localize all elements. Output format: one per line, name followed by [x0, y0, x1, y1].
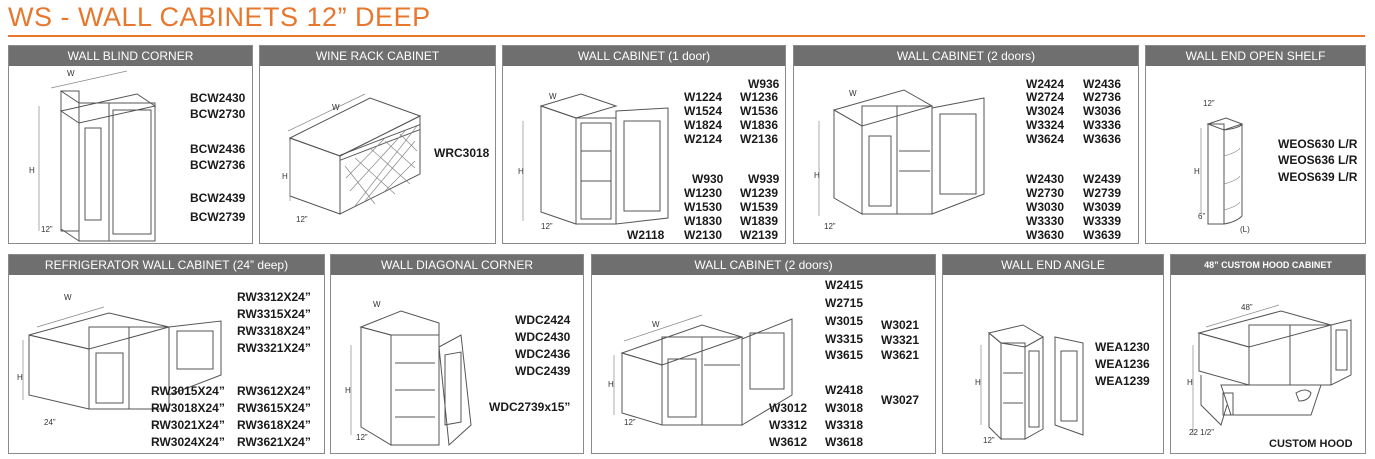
code: W3039 — [1083, 200, 1122, 214]
code: W3618 — [825, 435, 864, 449]
panel-wall-diagonal-corner — [330, 254, 584, 454]
code: W1224 — [684, 90, 723, 104]
code: WDC2424 — [515, 313, 571, 327]
code: W2736 — [1083, 90, 1122, 104]
code: WDC2430 — [515, 330, 571, 344]
panel-wall-cabinet-2-doors-bottom — [591, 254, 936, 454]
code: W2124 — [684, 132, 723, 146]
code: W3024 — [1026, 104, 1065, 118]
panel-refrigerator-wall-cabinet — [8, 254, 325, 454]
panel-title: WALL CABINET (2 doors) — [794, 46, 1138, 66]
code: RW3315X24” — [237, 307, 311, 321]
code: BCW2730 — [190, 107, 246, 121]
code: W2724 — [1026, 90, 1065, 104]
title-underline — [8, 35, 1365, 37]
page-title: WS - WALL CABINETS 12” DEEP — [8, 2, 431, 32]
code: BCW2430 — [190, 91, 246, 105]
code: W2730 — [1026, 186, 1065, 200]
panel-wall-end-angle — [942, 254, 1164, 454]
code: RW3318X24” — [237, 324, 311, 338]
wall-end-angle-drawing — [943, 275, 1093, 455]
code: W1530 — [684, 200, 723, 214]
dim-s: 6” — [1198, 212, 1206, 221]
custom-hood-drawing — [1171, 275, 1361, 453]
code: W3612 — [769, 435, 808, 449]
dim-h: H — [345, 386, 351, 395]
code: W930 — [692, 172, 724, 186]
code: RW3024X24” — [151, 435, 225, 449]
code: W3336 — [1083, 118, 1122, 132]
dim-w: W — [64, 293, 72, 302]
code: W1830 — [684, 214, 723, 228]
code: BCW2439 — [190, 191, 246, 205]
code: W1539 — [740, 200, 779, 214]
code: RW3312X24” — [237, 290, 311, 304]
dim-h: H — [1194, 167, 1200, 176]
code: RW3618X24” — [237, 418, 311, 432]
wall-blind-corner-drawing — [9, 66, 189, 242]
code: RW3015X24” — [151, 384, 225, 398]
wall-cabinet-1-door-drawing — [503, 66, 683, 242]
panel-wall-end-open-shelf — [1145, 45, 1366, 244]
dim-l: (L) — [1240, 225, 1250, 234]
panel-title: WINE RACK CABINET — [260, 46, 495, 66]
code: W1239 — [740, 186, 779, 200]
panel-wall-blind-corner — [8, 45, 253, 244]
dim-d: 12” — [541, 222, 553, 231]
dim-w: W — [332, 103, 340, 112]
code: WRC3018 — [434, 146, 490, 160]
dim-d: 12” — [624, 418, 636, 427]
code: W3624 — [1026, 132, 1065, 146]
code: W3030 — [1026, 200, 1065, 214]
dim-d: 24” — [44, 418, 56, 427]
dim-d: 12” — [356, 433, 368, 442]
code: W1839 — [740, 214, 779, 228]
code: W3015 — [825, 314, 864, 328]
code: W3636 — [1083, 132, 1122, 146]
code: RW3021X24” — [151, 418, 225, 432]
panel-title: 48” CUSTOM HOOD CABINET — [1171, 255, 1365, 275]
code: W1230 — [684, 186, 723, 200]
dim-h: H — [17, 373, 23, 382]
custom-hood-label: CUSTOM HOOD — [1269, 438, 1353, 450]
panel-wall-cabinet-2-doors-top — [793, 45, 1139, 244]
code: W1524 — [684, 104, 723, 118]
code: WEOS639 L/R — [1278, 170, 1358, 184]
dim-w: W — [373, 300, 381, 309]
code: W3330 — [1026, 214, 1065, 228]
code: WDC2439 — [515, 364, 571, 378]
code: W3012 — [769, 401, 808, 415]
dim-w: W — [67, 69, 75, 78]
code: WEOS630 L/R — [1278, 137, 1358, 151]
code: RW3615X24” — [237, 401, 311, 415]
code: W3324 — [1026, 118, 1065, 132]
code: W2415 — [825, 278, 864, 292]
code: W3312 — [769, 418, 808, 432]
panel-title: WALL END ANGLE — [943, 255, 1163, 275]
code: W2715 — [825, 296, 864, 310]
code: W3321 — [881, 333, 920, 347]
wall-end-open-shelf-drawing — [1146, 66, 1266, 242]
code: WDC2739x15” — [489, 400, 571, 414]
dim-d: 12” — [983, 436, 995, 445]
code: WEA1239 — [1095, 374, 1150, 388]
panel-title: WALL END OPEN SHELF — [1146, 46, 1365, 66]
dim-h: H — [518, 167, 524, 176]
code: W1836 — [740, 118, 779, 132]
code: W3639 — [1083, 228, 1122, 242]
code: BCW2739 — [190, 210, 246, 224]
code: WDC2436 — [515, 347, 571, 361]
code: W2118 — [627, 228, 665, 242]
code: W3018 — [825, 401, 864, 415]
dim-h: H — [814, 171, 820, 180]
dim-d: 12” — [41, 225, 53, 234]
code: W1536 — [740, 104, 779, 118]
code: W2439 — [1083, 172, 1122, 186]
code: RW3018X24” — [151, 401, 225, 415]
code: W1824 — [684, 118, 723, 132]
code: W2130 — [684, 228, 723, 242]
wall-cabinet-2-doors-drawing — [794, 66, 1019, 242]
dim-h: H — [608, 380, 614, 389]
code: W3318 — [825, 418, 864, 432]
code: W1236 — [740, 90, 779, 104]
code: W936 — [748, 77, 780, 91]
panel-wall-cabinet-1-door — [502, 45, 786, 244]
code: WEOS636 L/R — [1278, 153, 1358, 167]
code: WEA1236 — [1095, 357, 1150, 371]
panel-title: WALL CABINET (1 door) — [503, 46, 785, 66]
dim-w: W — [652, 320, 660, 329]
code: W3315 — [825, 332, 864, 346]
code: W3027 — [881, 393, 920, 407]
code: W2139 — [740, 228, 779, 242]
panel-title: WALL BLIND CORNER — [9, 46, 252, 66]
dim-d: 12” — [824, 222, 836, 231]
panel-custom-hood-cabinet — [1170, 254, 1366, 454]
code: W3630 — [1026, 228, 1065, 242]
code: RW3621X24” — [237, 435, 311, 449]
code: W3021 — [881, 318, 920, 332]
dim-h: H — [282, 172, 288, 181]
panel-wine-rack — [259, 45, 496, 244]
dim-w: W — [549, 92, 557, 101]
code: W3615 — [825, 348, 864, 362]
code: W939 — [748, 172, 780, 186]
code: WEA1230 — [1095, 340, 1150, 354]
dim-d: 12” — [296, 215, 308, 224]
dim-h: H — [29, 166, 35, 175]
code: W2430 — [1026, 172, 1065, 186]
code: BCW2436 — [190, 142, 246, 156]
panel-title: REFRIGERATOR WALL CABINET (24” deep) — [9, 255, 324, 275]
code: W2739 — [1083, 186, 1122, 200]
code: RW3321X24” — [237, 341, 311, 355]
wine-rack-drawing — [260, 66, 435, 242]
code: BCW2736 — [190, 158, 246, 172]
code: W3036 — [1083, 104, 1122, 118]
code: W2436 — [1083, 77, 1122, 91]
code: W2136 — [740, 132, 779, 146]
panel-title: WALL DIAGONAL CORNER — [331, 255, 583, 275]
dim-w: 48” — [1241, 303, 1253, 312]
code: RW3612X24” — [237, 384, 311, 398]
panel-title: WALL CABINET (2 doors) — [592, 255, 935, 275]
dim-h: H — [1187, 378, 1193, 387]
code: W3621 — [881, 348, 920, 362]
dim-d: 22 1/2” — [1189, 428, 1214, 437]
dim-w: W — [849, 89, 857, 98]
code: W2424 — [1026, 77, 1065, 91]
code: W2418 — [825, 383, 864, 397]
dim-d: 12” — [1203, 99, 1215, 108]
wall-diagonal-corner-drawing — [331, 275, 481, 455]
code: W3339 — [1083, 214, 1122, 228]
dim-h: H — [975, 378, 981, 387]
